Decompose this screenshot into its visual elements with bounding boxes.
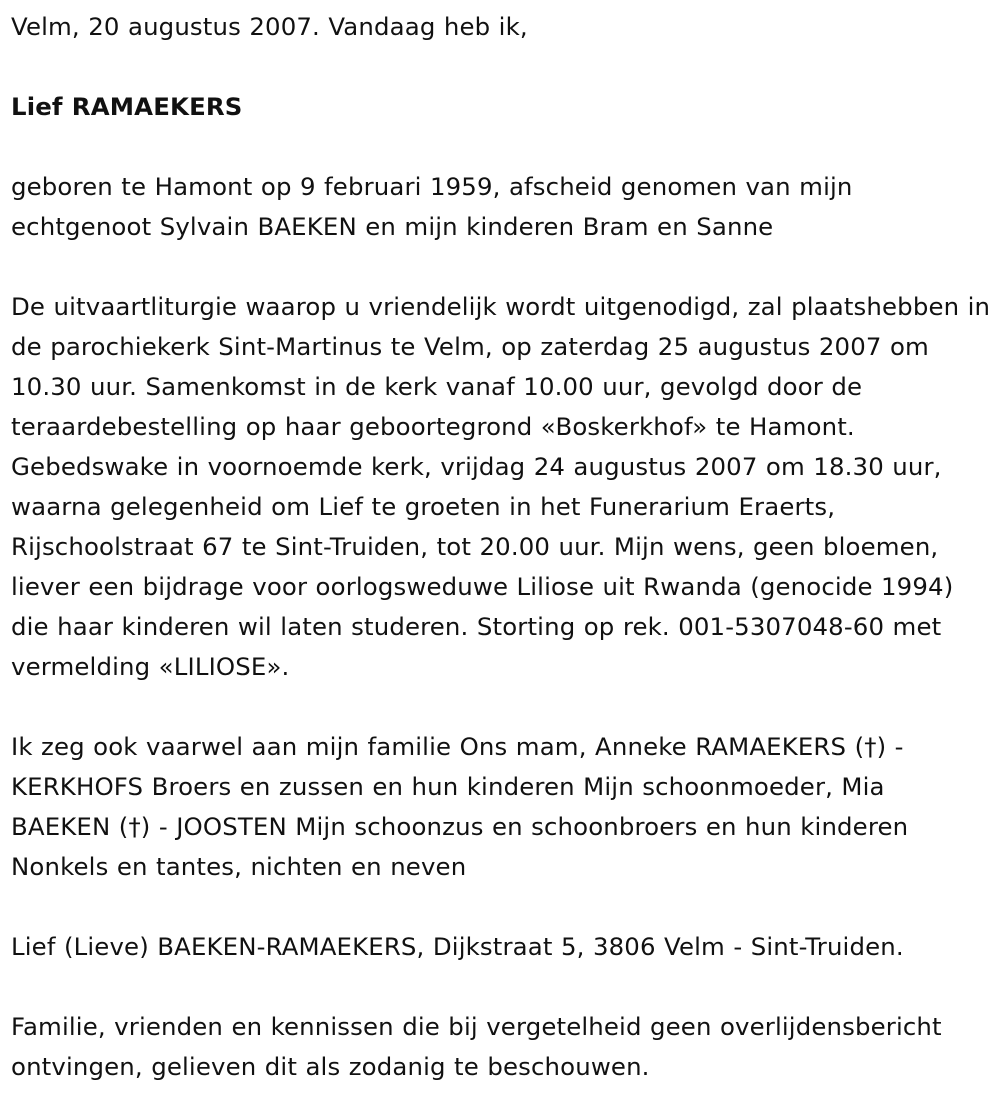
funeral-details-paragraph: De uitvaartliturgie waarop u vriendelijk wordt uitgenodigd, zal plaatshebben in de parochiekerk Sint-Martinus te Velm, op zaterdag 25 augustus 2007 om 10.30 uur. Samenkomst in de kerk vanaf 10.00 uur, gevolgd door de teraardebestelling op haar geboortegrond «Boskerkhof» te Hamont. Gebedswake in voornoemde kerk, vrijdag 24 augustus 2007 om 18.30 uur, waarna gelegenheid om Lief te groeten in het Funerarium Eraerts, Rijschoolstraat 67 te Sint-Truiden, tot 20.00 uur. Mijn wens, geen bloemen, liever een bijdrage voor oorlogsweduwe Liliose uit Rwanda (genocide 1994) die haar kinderen wil laten studeren. Storting op rek. 001-5307048-60 met vermelding «LILIOSE». [11,292,991,681]
address-line: Lief (Lieve) BAEKEN-RAMAEKERS, Dijkstraat 5, 3806 Velm - Sint-Truiden. [11,932,904,961]
birth-and-farewell-paragraph: geboren te Hamont op 9 februari 1959, afscheid genomen van mijn echtgenoot Sylvain BAEKEN en mijn kinderen Bram en Sanne [11,172,853,241]
family-farewell-paragraph: Ik zeg ook vaarwel aan mijn familie Ons mam, Anneke RAMAEKERS (†) - KERKHOFS Broers en zussen en hun kinderen Mijn schoonmoeder, Mia BAEKEN (†) - JOOSTEN Mijn schoonzus en schoonbroers en hun kinderen Nonkels en tantes, nichten en neven [11,732,909,881]
opening-line: Velm, 20 augustus 2007. Vandaag heb ik, [11,12,528,41]
deceased-name: Lief RAMAEKERS [11,92,243,121]
closing-paragraph: Familie, vrienden en kennissen die bij vergetelheid geen overlijdensbericht ontvingen, gelieven dit als zodanig te beschouwen. [11,1012,942,1081]
